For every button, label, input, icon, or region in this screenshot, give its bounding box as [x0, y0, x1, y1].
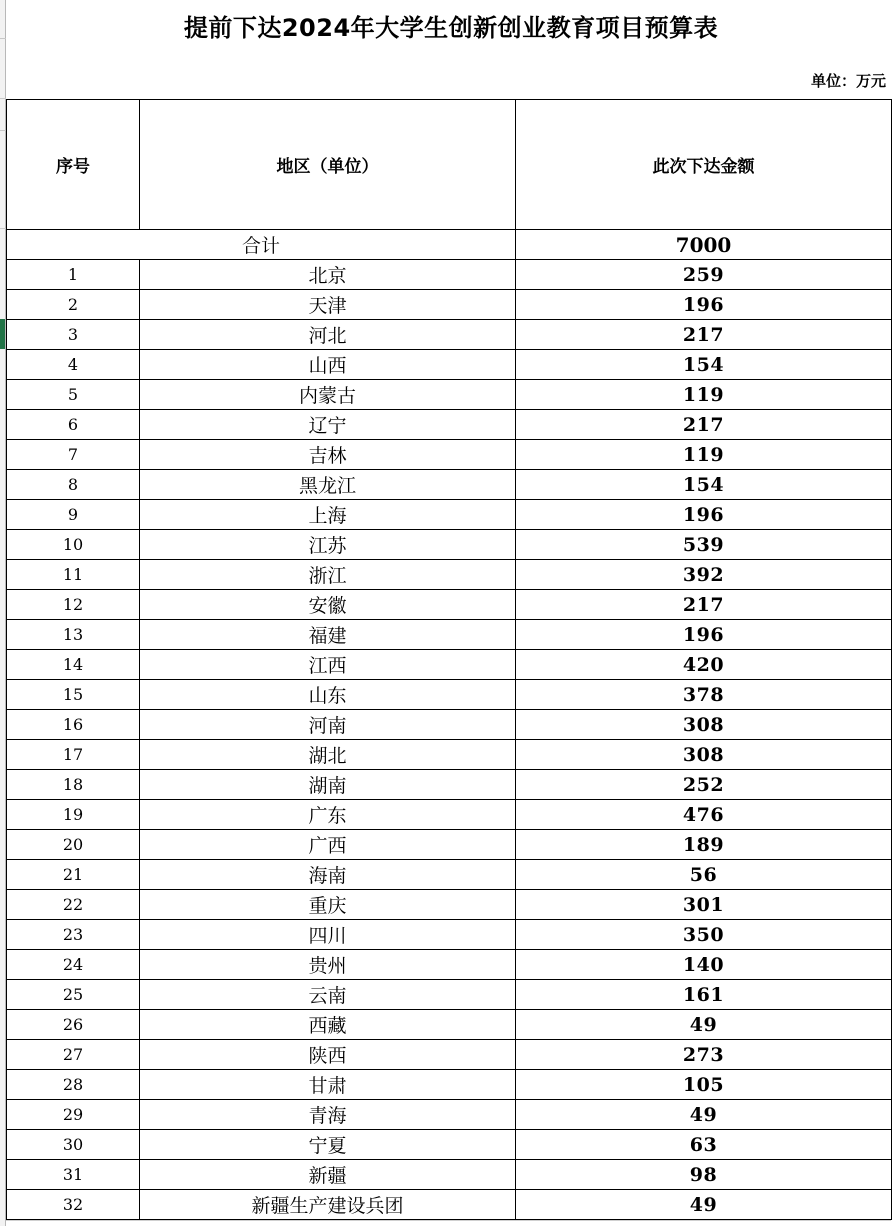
region-cell[interactable]: 贵州 [140, 950, 516, 980]
region-cell[interactable]: 江苏 [140, 530, 516, 560]
seq-cell[interactable]: 19 [7, 800, 140, 830]
region-cell[interactable]: 西藏 [140, 1010, 516, 1040]
table-row [7, 950, 892, 980]
region-cell[interactable]: 河北 [140, 320, 516, 350]
table-row [7, 800, 892, 830]
seq-cell[interactable]: 24 [7, 950, 140, 980]
region-cell[interactable]: 福建 [140, 620, 516, 650]
seq-cell[interactable]: 10 [7, 530, 140, 560]
seq-cell[interactable]: 16 [7, 710, 140, 740]
seq-cell[interactable]: 7 [7, 440, 140, 470]
amount-cell[interactable]: 196 [516, 620, 892, 650]
seq-cell[interactable]: 32 [7, 1190, 140, 1220]
region-cell[interactable]: 新疆 [140, 1160, 516, 1190]
sheet-title: 提前下达2024年大学生创新创业教育项目预算表 [183, 14, 719, 42]
amount-cell[interactable]: 217 [516, 590, 892, 620]
amount-cell[interactable]: 49 [516, 1190, 892, 1220]
table-row [7, 920, 892, 950]
seq-cell[interactable]: 8 [7, 470, 140, 500]
region-cell[interactable]: 湖北 [140, 740, 516, 770]
region-cell[interactable]: 甘肃 [140, 1070, 516, 1100]
table-row [7, 470, 892, 500]
seq-cell[interactable]: 31 [7, 1160, 140, 1190]
seq-cell[interactable]: 14 [7, 650, 140, 680]
table-row [7, 410, 892, 440]
amount-cell[interactable]: 63 [516, 1130, 892, 1160]
table-row [7, 1160, 892, 1190]
region-cell[interactable]: 湖南 [140, 770, 516, 800]
table-row [7, 350, 892, 380]
amount-cell[interactable]: 301 [516, 890, 892, 920]
region-cell[interactable]: 山东 [140, 680, 516, 710]
region-cell[interactable]: 吉林 [140, 440, 516, 470]
header-region[interactable]: 地区（单位） [140, 100, 516, 230]
amount-cell[interactable]: 119 [516, 440, 892, 470]
region-cell[interactable]: 宁夏 [140, 1130, 516, 1160]
unit-label: 单位：万元 [810, 72, 886, 90]
amount-cell[interactable]: 154 [516, 350, 892, 380]
region-cell[interactable]: 河南 [140, 710, 516, 740]
seq-cell[interactable]: 13 [7, 620, 140, 650]
region-cell[interactable]: 青海 [140, 1100, 516, 1130]
table-row [7, 860, 892, 890]
seq-cell[interactable]: 15 [7, 680, 140, 710]
table-row [7, 1070, 892, 1100]
amount-cell[interactable]: 392 [516, 560, 892, 590]
table-row [7, 980, 892, 1010]
amount-cell[interactable]: 189 [516, 830, 892, 860]
seq-cell[interactable]: 6 [7, 410, 140, 440]
next-row-gridline [6, 1220, 891, 1221]
table-row [7, 770, 892, 800]
region-cell[interactable]: 四川 [140, 920, 516, 950]
region-cell[interactable]: 陕西 [140, 1040, 516, 1070]
table-row [7, 890, 892, 920]
seq-cell[interactable]: 23 [7, 920, 140, 950]
region-cell[interactable]: 浙江 [140, 560, 516, 590]
amount-cell[interactable]: 308 [516, 740, 892, 770]
seq-cell[interactable]: 28 [7, 1070, 140, 1100]
selected-row-indicator [0, 319, 5, 349]
table-row [7, 1130, 892, 1160]
table-row [7, 1100, 892, 1130]
region-cell[interactable]: 云南 [140, 980, 516, 1010]
amount-cell[interactable]: 378 [516, 680, 892, 710]
table-row [7, 380, 892, 410]
amount-cell[interactable]: 539 [516, 530, 892, 560]
region-cell[interactable]: 天津 [140, 290, 516, 320]
seq-cell[interactable]: 21 [7, 860, 140, 890]
amount-cell[interactable]: 308 [516, 710, 892, 740]
header-amount[interactable]: 此次下达金额 [516, 100, 892, 230]
table-row [7, 290, 892, 320]
seq-cell[interactable]: 3 [7, 320, 140, 350]
table-row [7, 710, 892, 740]
table-row [7, 650, 892, 680]
region-cell[interactable]: 黑龙江 [140, 470, 516, 500]
seq-cell[interactable]: 29 [7, 1100, 140, 1130]
seq-cell[interactable]: 1 [7, 260, 140, 290]
seq-cell[interactable]: 18 [7, 770, 140, 800]
table-row [7, 680, 892, 710]
region-cell[interactable]: 江西 [140, 650, 516, 680]
seq-cell[interactable]: 4 [7, 350, 140, 380]
seq-cell[interactable]: 17 [7, 740, 140, 770]
amount-cell[interactable]: 140 [516, 950, 892, 980]
amount-cell[interactable]: 196 [516, 500, 892, 530]
seq-cell[interactable]: 30 [7, 1130, 140, 1160]
table-row [7, 1010, 892, 1040]
total-value-cell[interactable]: 7000 [516, 230, 892, 260]
region-cell[interactable]: 安徽 [140, 590, 516, 620]
amount-cell[interactable]: 56 [516, 860, 892, 890]
amount-cell[interactable]: 49 [516, 1100, 892, 1130]
region-cell[interactable]: 辽宁 [140, 410, 516, 440]
total-row [7, 230, 892, 260]
seq-cell[interactable]: 22 [7, 890, 140, 920]
table-row [7, 620, 892, 650]
region-cell[interactable]: 内蒙古 [140, 380, 516, 410]
table-row [7, 1040, 892, 1070]
region-cell[interactable]: 重庆 [140, 890, 516, 920]
seq-cell[interactable]: 27 [7, 1040, 140, 1070]
seq-cell[interactable]: 2 [7, 290, 140, 320]
table-header-row [7, 100, 892, 230]
amount-cell[interactable]: 273 [516, 1040, 892, 1070]
region-cell[interactable]: 北京 [140, 260, 516, 290]
seq-cell[interactable]: 25 [7, 980, 140, 1010]
amount-cell[interactable]: 252 [516, 770, 892, 800]
amount-cell[interactable]: 476 [516, 800, 892, 830]
table-row [7, 560, 892, 590]
region-cell[interactable]: 海南 [140, 860, 516, 890]
region-cell[interactable]: 上海 [140, 500, 516, 530]
amount-cell[interactable]: 196 [516, 290, 892, 320]
seq-cell[interactable]: 20 [7, 830, 140, 860]
table-row [7, 1190, 892, 1220]
amount-cell[interactable]: 350 [516, 920, 892, 950]
seq-cell[interactable]: 9 [7, 500, 140, 530]
table-row [7, 320, 892, 350]
amount-cell[interactable]: 420 [516, 650, 892, 680]
region-cell[interactable]: 新疆生产建设兵团 [140, 1190, 516, 1220]
table-row [7, 530, 892, 560]
table-row [7, 500, 892, 530]
table-row [7, 440, 892, 470]
region-cell[interactable]: 山西 [140, 350, 516, 380]
header-seq[interactable]: 序号 [7, 100, 140, 230]
table-row [7, 740, 892, 770]
table-row [7, 260, 892, 290]
region-cell[interactable]: 广西 [140, 830, 516, 860]
seq-cell[interactable]: 12 [7, 590, 140, 620]
amount-cell[interactable]: 217 [516, 410, 892, 440]
amount-cell[interactable]: 154 [516, 470, 892, 500]
amount-cell[interactable]: 217 [516, 320, 892, 350]
seq-cell[interactable]: 26 [7, 1010, 140, 1040]
total-label-cell[interactable]: 合计 [7, 230, 516, 260]
amount-cell[interactable]: 49 [516, 1010, 892, 1040]
amount-cell[interactable]: 105 [516, 1070, 892, 1100]
table-row [7, 830, 892, 860]
region-cell[interactable]: 广东 [140, 800, 516, 830]
amount-cell[interactable]: 259 [516, 260, 892, 290]
amount-cell[interactable]: 161 [516, 980, 892, 1010]
amount-cell[interactable]: 98 [516, 1160, 892, 1190]
seq-cell[interactable]: 5 [7, 380, 140, 410]
amount-cell[interactable]: 119 [516, 380, 892, 410]
table-row [7, 590, 892, 620]
seq-cell[interactable]: 11 [7, 560, 140, 590]
budget-table [6, 99, 892, 1220]
